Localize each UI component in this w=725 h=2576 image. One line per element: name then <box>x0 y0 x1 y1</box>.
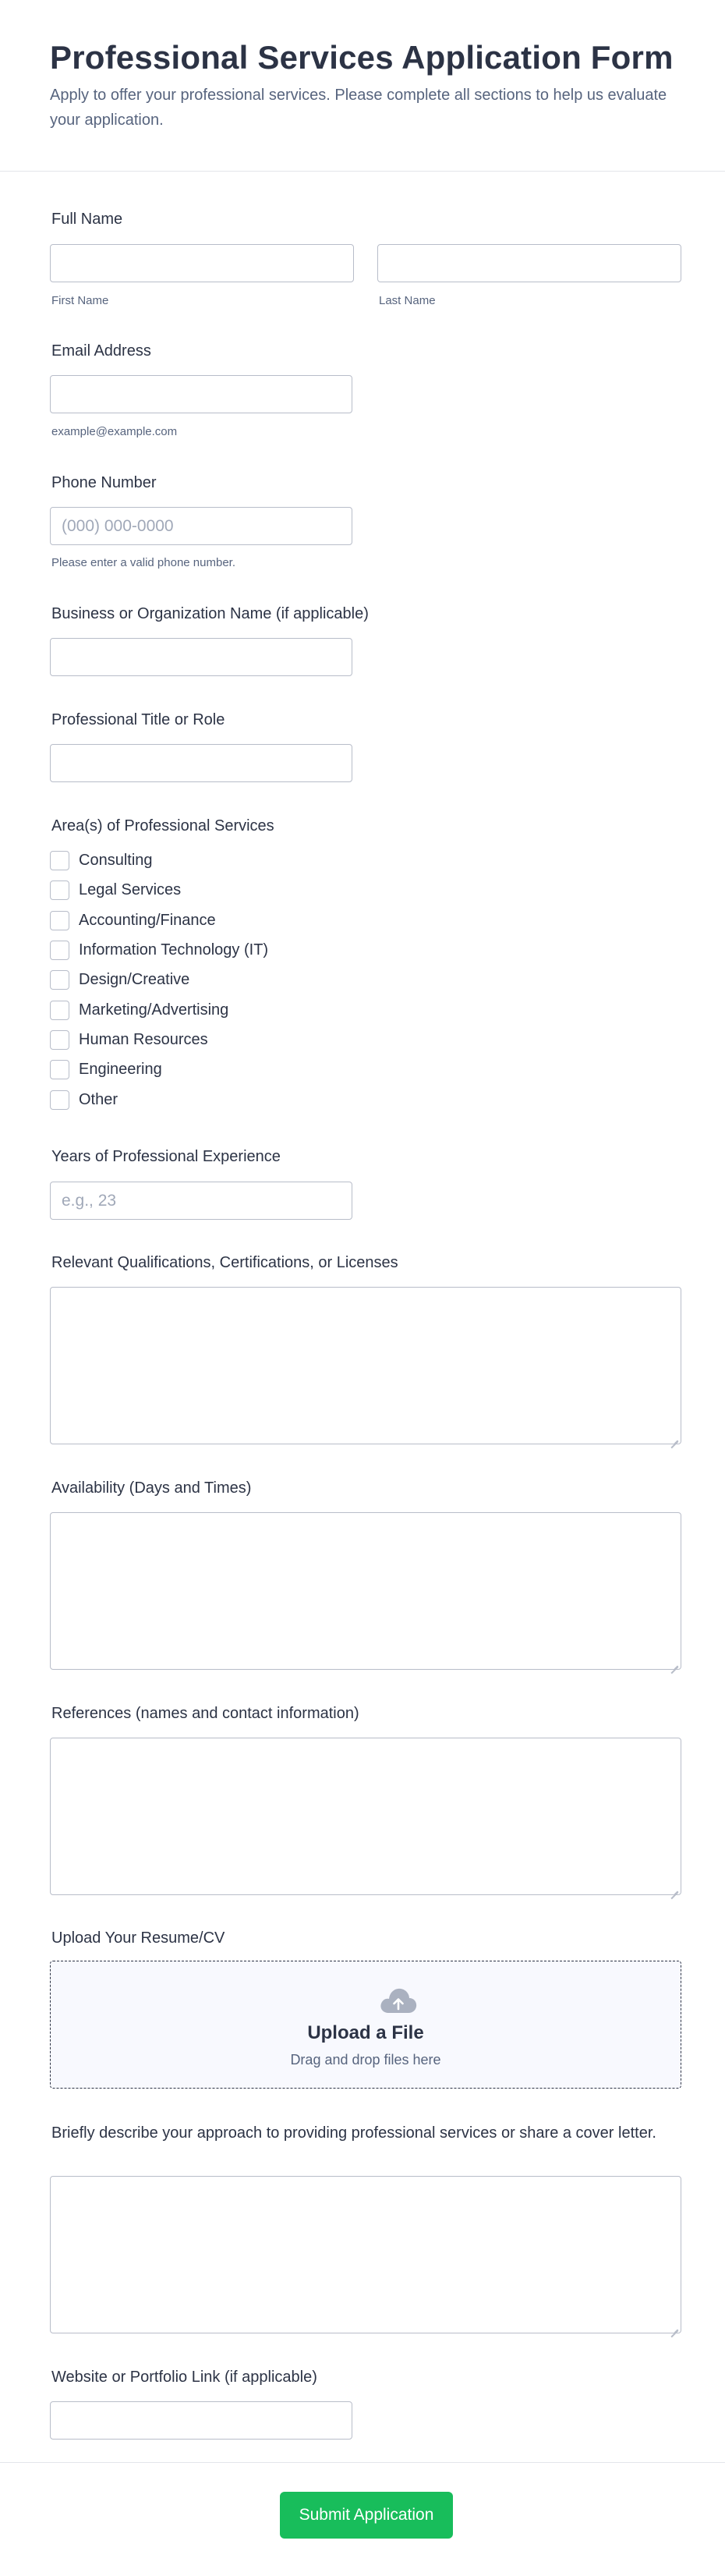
checkbox-label: Legal Services <box>79 881 182 898</box>
form-description: Apply to offer your professional services. Please complete all sections to help us evaluate your application. <box>50 87 667 129</box>
availability-label: Availability (Days and Times) <box>51 1479 252 1497</box>
service-option-consulting[interactable] <box>50 850 153 870</box>
form-title: Professional Services Application Form <box>50 39 674 76</box>
last-name-input[interactable] <box>377 244 681 282</box>
checkbox-label: Other <box>79 1090 118 1108</box>
service-option-it[interactable] <box>50 940 268 960</box>
checkbox[interactable] <box>50 1001 69 1020</box>
business-input[interactable] <box>50 638 352 676</box>
website-label: Website or Portfolio Link (if applicable) <box>51 2369 317 2386</box>
checkbox-label: Information Technology (IT) <box>79 941 269 958</box>
checkbox[interactable] <box>50 1090 69 1110</box>
title-role-label: Professional Title or Role <box>51 711 225 728</box>
service-option-accounting[interactable] <box>50 910 216 930</box>
checkbox[interactable] <box>50 1060 69 1079</box>
checkbox-label: Human Resources <box>79 1030 208 1048</box>
first-name-sublabel: First Name <box>51 294 109 307</box>
experience-input[interactable] <box>50 1182 352 1220</box>
service-option-hr[interactable] <box>50 1029 208 1050</box>
checkbox-label: Marketing/Advertising <box>79 1001 229 1019</box>
email-label: Email Address <box>51 342 151 360</box>
qualifications-label: Relevant Qualifications, Certifications, or Licenses <box>51 1254 398 1271</box>
resize-grip-icon[interactable] <box>670 1884 678 1892</box>
phone-label: Phone Number <box>51 474 157 491</box>
qualifications-textarea[interactable] <box>50 1287 681 1444</box>
resume-label: Upload Your Resume/CV <box>51 1929 225 1947</box>
checkbox[interactable] <box>50 851 69 870</box>
last-name-sublabel: Last Name <box>379 294 436 307</box>
service-option-legal[interactable] <box>50 880 181 900</box>
form-header <box>0 0 725 172</box>
checkbox[interactable] <box>50 881 69 900</box>
upload-title: Upload a File <box>307 2022 424 2043</box>
phone-input[interactable] <box>50 507 352 545</box>
checkbox[interactable] <box>50 970 69 990</box>
approach-textarea[interactable] <box>50 2176 681 2333</box>
checkbox-label: Design/Creative <box>79 970 190 988</box>
full-name-label: Full Name <box>51 211 123 228</box>
business-label: Business or Organization Name (if applicable) <box>51 605 369 622</box>
first-name-input[interactable] <box>50 244 354 282</box>
checkbox-label: Consulting <box>79 851 153 869</box>
resume-upload-dropzone[interactable] <box>50 1961 681 2089</box>
email-input[interactable] <box>50 375 352 413</box>
approach-label: Briefly describe your approach to providing professional services or share a cover letter. <box>51 2124 656 2142</box>
experience-label: Years of Professional Experience <box>51 1148 281 1165</box>
resize-grip-icon[interactable] <box>670 1659 678 1667</box>
service-option-marketing[interactable] <box>50 1000 228 1020</box>
service-option-other[interactable] <box>50 1090 118 1110</box>
phone-sublabel: Please enter a valid phone number. <box>51 556 235 569</box>
checkbox-label: Accounting/Finance <box>79 911 216 929</box>
cloud-upload-icon <box>378 1985 419 2016</box>
website-input[interactable] <box>50 2401 352 2440</box>
services-label: Area(s) of Professional Services <box>51 817 274 834</box>
checkbox-label: Engineering <box>79 1060 162 1078</box>
service-option-engineering[interactable] <box>50 1059 162 1079</box>
references-textarea[interactable] <box>50 1738 681 1895</box>
references-label: References (names and contact information) <box>51 1705 359 1722</box>
submit-button[interactable]: Submit Application <box>280 2492 453 2539</box>
checkbox[interactable] <box>50 941 69 960</box>
resize-grip-icon[interactable] <box>670 1433 678 1441</box>
upload-subtitle: Drag and drop files here <box>290 2052 441 2068</box>
email-sublabel: example@example.com <box>51 425 178 438</box>
title-role-input[interactable] <box>50 744 352 782</box>
availability-textarea[interactable] <box>50 1512 681 1670</box>
resize-grip-icon[interactable] <box>670 2323 678 2330</box>
checkbox[interactable] <box>50 1030 69 1050</box>
service-option-design[interactable] <box>50 969 189 990</box>
checkbox[interactable] <box>50 911 69 930</box>
form-footer <box>0 2462 725 2576</box>
